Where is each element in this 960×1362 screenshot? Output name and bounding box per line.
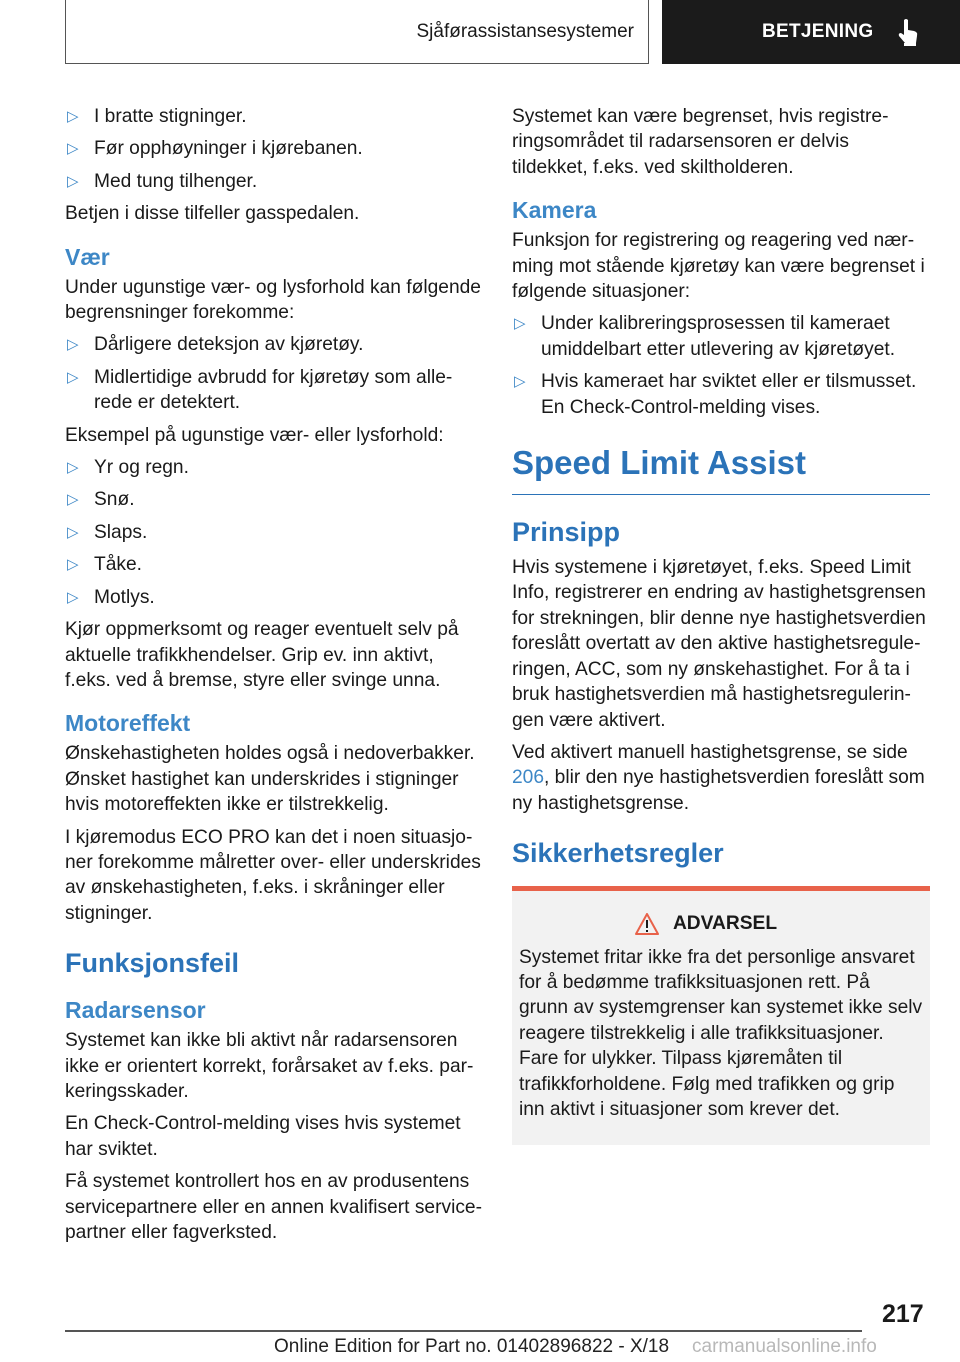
list-item: ▷ Snø. (65, 487, 483, 512)
paragraph: Eksempel på ugunstige vær- eller lysforhold: (65, 424, 444, 446)
paragraph: Betjen i disse tilfeller gasspedalen. (65, 203, 360, 225)
triangle-bullet-icon: ▷ (67, 523, 79, 541)
list-item: ▷ Tåke. (65, 552, 483, 577)
heading-prinsipp: Prinsipp (512, 517, 621, 548)
list-item: ▷ Midlertidige avbrudd for kjøretøy som allerede er detektert. (65, 365, 483, 416)
paragraph: Ved aktivert manuell hastighetsgrense, se side 206, blir den nye hastighetsverdien foreslått som ny hastighetsgrense. (512, 741, 925, 814)
warning-title: ADVARSEL (672, 913, 778, 935)
paragraph: Systemet kan være begrenset, hvis registreringsområdet til radarsensoren er delvis tildekket, f.eks. ved skiltholderen. (512, 106, 889, 178)
right-column (512, 104, 930, 1145)
left-column (65, 104, 483, 1252)
paragraph: I kjøremodus ECO PRO kan det i noen situasjoner forekomme målretter over- eller underskrides av ønskehastigheten, f.eks. i skråninger eller stigninger. (65, 826, 481, 924)
warning-triangle-icon (635, 913, 659, 935)
list-item: ▷ Med tung tilhenger. (65, 169, 483, 194)
triangle-bullet-icon: ▷ (67, 491, 79, 509)
list-item: ▷ Hvis kameraet har sviktet eller er tilsmusset. En Check-Control-melding vises. (512, 369, 930, 420)
paragraph: En Check-Control-melding vises hvis systemet har sviktet. (65, 1113, 461, 1160)
list-item: ▷ Dårligere deteksjon av kjøretøy. (65, 332, 483, 357)
list-item: ▷ Yr og regn. (65, 455, 483, 480)
triangle-bullet-icon: ▷ (67, 336, 79, 354)
triangle-bullet-icon: ▷ (67, 172, 79, 190)
heading-sikkerhetsregler: Sikkerhetsregler (512, 838, 724, 869)
page-number: 217 (882, 1300, 924, 1328)
triangle-bullet-icon: ▷ (67, 108, 79, 125)
paragraph: Kjør oppmerksomt og reager eventuelt selv på aktuelle trafikkhendelser. Grip ev. inn aktivt, f.eks. ved å bremse, styre eller svinge unna. (65, 619, 459, 691)
paragraph: Funksjon for registrering og reagering ved nærming mot stående kjøretøy kan være begrenset i følgende situasjoner: (512, 230, 925, 303)
triangle-bullet-icon: ▷ (67, 368, 79, 386)
chapter-title: BETJENING (762, 21, 874, 42)
paragraph: Systemet kan ikke bli aktivt når radarsensoren ikke er orientert korrekt, forårsaket av f.eks. parkeringsskader. (65, 1030, 474, 1102)
edition-footer: Online Edition for Part no. 01402896822 - X/18 (274, 1336, 670, 1357)
triangle-bullet-icon: ▷ (67, 588, 79, 606)
list-item: ▷ Motlys. (65, 585, 483, 610)
section-header-tab (65, 0, 649, 64)
footer-divider (65, 1330, 862, 1332)
heading-radarsensor: Radarsensor (65, 997, 206, 1024)
heading-motoreffekt: Motoreffekt (65, 710, 191, 737)
watermark: carmanualsonline.info (692, 1336, 877, 1357)
paragraph: Få systemet kontrollert hos en av produsentens servicepartnere eller en annen kvalifisert servicepartner eller fagverksted. (65, 1171, 482, 1243)
triangle-bullet-icon: ▷ (67, 459, 79, 477)
warning-text: Systemet fritar ikke fra det personlige ansvaret for å bedømme trafikksituasjonen rett. På grunn av systemgrenser kan systemet ikke selv reagere tilstrekkelig i alle trafikksituasjoner. Fare for ulykker. Tilpass kjøremåten til trafikkforholdene. Følg med trafikken og grip inn aktivt i situasjoner som krever det. (519, 946, 923, 1120)
chapter-header (662, 0, 960, 64)
list-item: ▷ Slaps. (65, 520, 483, 545)
triangle-bullet-icon: ▷ (514, 373, 526, 391)
heading-vaer: Vær (65, 243, 110, 270)
paragraph: Ønskehastigheten holdes også i nedoverbakker. Ønsket hastighet kan underskrides i stigninger hvis motoreffekten ikke er tilstrekkelig. (65, 743, 475, 816)
triangle-bullet-icon: ▷ (67, 556, 79, 574)
heading-speed-limit-assist: Speed Limit Assist (512, 442, 930, 495)
triangle-bullet-icon: ▷ (514, 315, 526, 333)
warning-box (512, 886, 930, 1145)
warning-header (519, 911, 923, 936)
list-item: ▷ Før opphøyninger i kjørebanen. (65, 136, 483, 161)
heading-funksjonsfeil: Funksjonsfeil (65, 948, 240, 979)
paragraph: Under ugunstige vær- og lysforhold kan følgende begrensninger forekomme: (65, 276, 481, 324)
page-link-206[interactable]: 206 (512, 767, 545, 789)
section-title: Sjåførassistansesystemer (416, 20, 634, 42)
heading-kamera: Kamera (512, 197, 597, 224)
triangle-bullet-icon: ▷ (67, 140, 79, 158)
list-item: ▷ I bratte stigninger. (65, 104, 483, 129)
list-item: ▷ Under kalibreringsprosessen til kameraet umiddelbart etter utlevering av kjøretøyet. (512, 311, 930, 362)
paragraph: Hvis systemene i kjøretøyet, f.eks. Speed Limit Info, registrerer en endring av hastighetsgrensen for strekningen, blir denne nye hastighetsverdien foreslått overtatt av den aktive hastighetsreguleringen, ACC, som ny ønskehastighet. For å ta i bruk hastighetsverdien må hastighetsreguleringen være aktivert. (512, 557, 926, 731)
pointing-hand-icon (895, 18, 921, 46)
